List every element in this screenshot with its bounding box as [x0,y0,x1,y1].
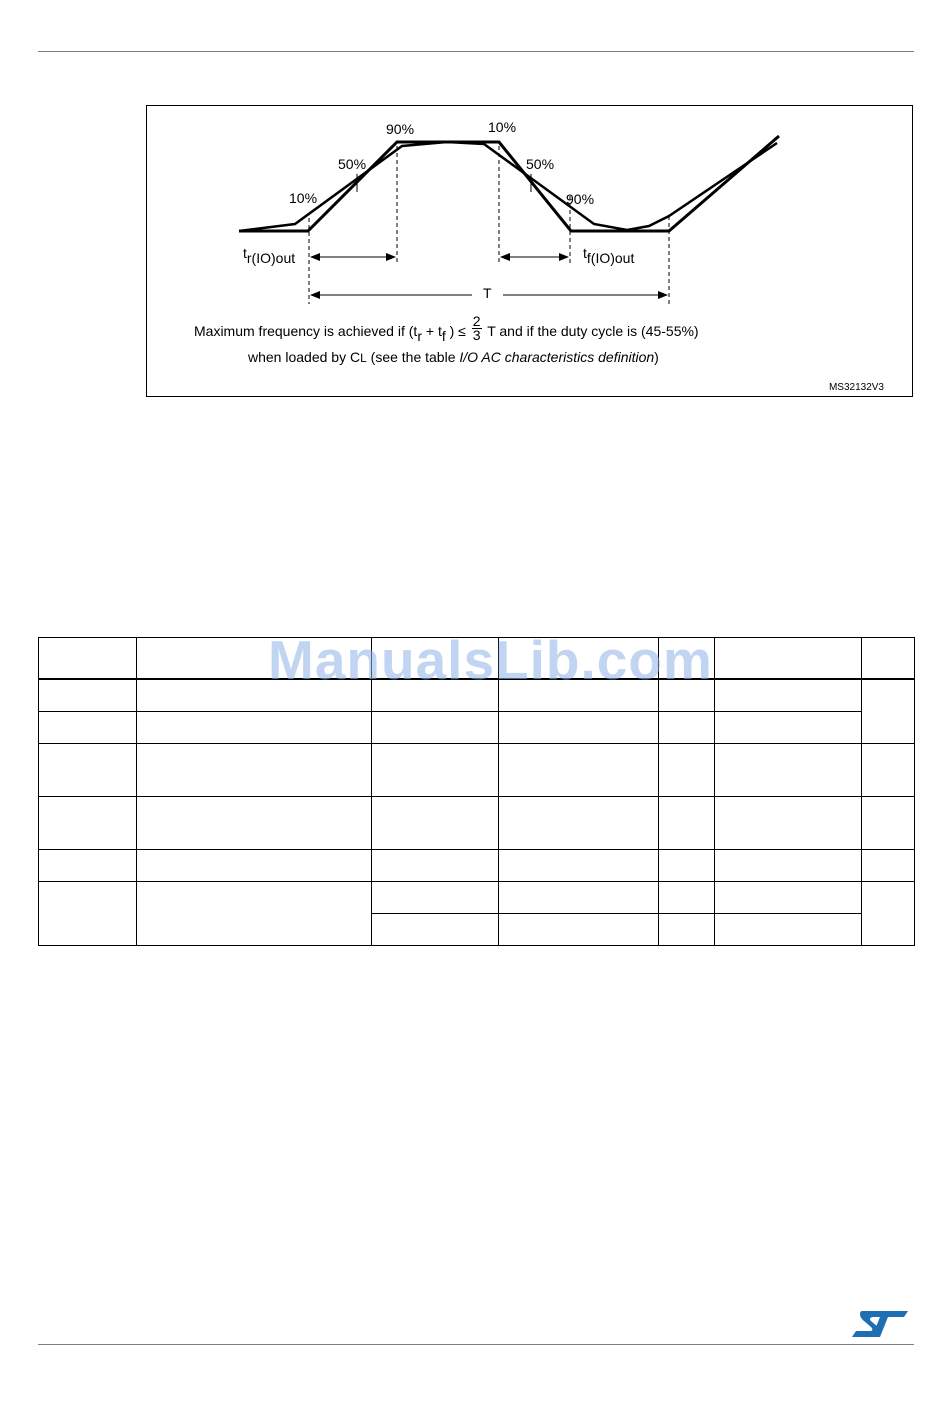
label-fall-90: 90% [566,191,595,207]
table-row [39,850,915,882]
label-fall-10: 10% [488,119,517,135]
table-row [39,744,915,797]
label-rise-50: 50% [338,156,367,172]
io-timing-figure [146,105,913,397]
table-row [39,712,915,744]
header-rule [38,51,914,52]
label-rise-10: 10% [289,190,318,206]
caption-line-2: when loaded by CL (see the table I/O AC characteristics definition) [248,349,659,365]
st-logo [852,1309,908,1339]
watermark: ManualsLib.com [268,629,713,691]
figure-code: MS32132V3 [828,382,884,393]
table-row [39,882,915,914]
label-period: T [483,285,492,301]
label-rise-90: 90% [386,121,415,137]
footer-rule [38,1344,914,1345]
label-fall-50: 50% [526,156,555,172]
label-tf: tf(IO)out [583,245,635,266]
label-tr: tr(IO)out [243,245,296,266]
table-row [39,797,915,850]
fraction: $\frac{2}{3}$ [472,313,481,343]
ideal-waveform [239,136,779,231]
caption-line-1: Maximum frequency is achieved if (tr + tf ) ≤ $\frac{2}{3}$ T and if the duty cycle is (45-55%) [194,313,699,345]
